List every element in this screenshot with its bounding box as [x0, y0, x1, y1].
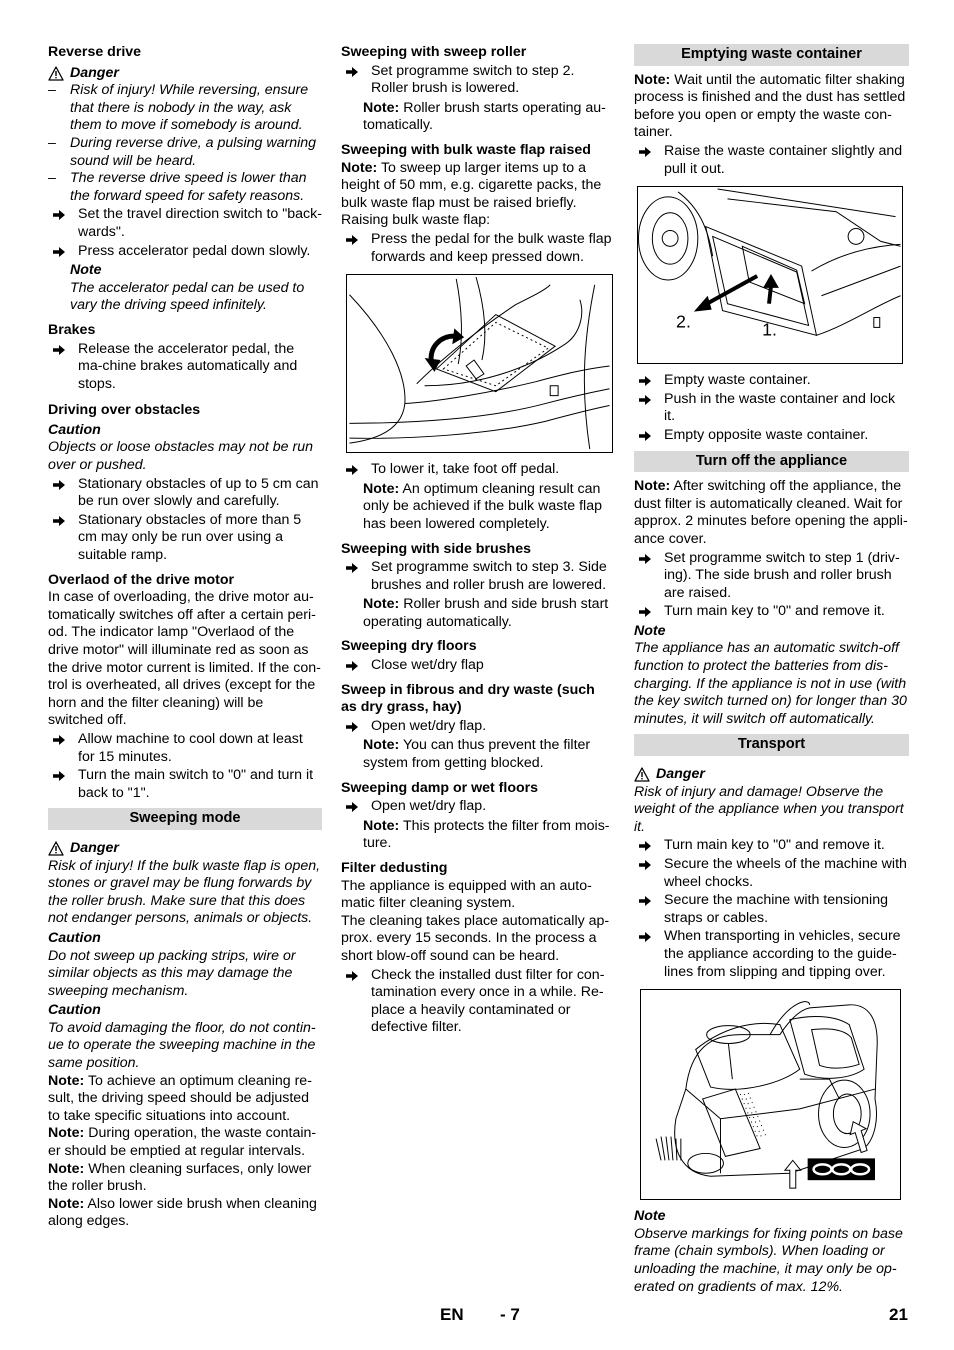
danger-text: Risk of injury! If the bulk waste flap is open, stones or gravel may be flung forwards by the roller brush. Make sure that this does not endanger persons, animals or objects.: [48, 857, 321, 927]
step-item: Set programme switch to step 2. Roller brush is lowered.: [341, 63, 614, 98]
figure-transport-machine: [640, 989, 901, 1200]
warning-triangle-icon: [634, 767, 650, 782]
arrow-right-icon: [634, 553, 656, 565]
step-item: Allow machine to cool down at least for 15 minutes.: [48, 731, 322, 766]
heading-obstacles: Driving over obstacles: [48, 402, 201, 419]
note-text: The accelerator pedal can be used to vary the driving speed infinitely.: [70, 279, 305, 314]
heading-bulk-flap: Sweeping with bulk waste flap raised: [341, 141, 591, 158]
section-transport: Transport: [634, 734, 909, 756]
danger-text: Risk of injury and damage! Observe the weight of the appliance when you transport it.: [634, 783, 904, 835]
arrow-right-icon: [48, 734, 70, 746]
filter-text: The cleaning takes place automatically ap-prox. every 15 seconds. In the process a short blow-off sound can be heard.: [341, 912, 610, 964]
arrow-right-icon: [634, 859, 656, 871]
step-item: Press accelerator pedal down slowly.: [48, 243, 322, 261]
arrow-right-icon: [48, 344, 70, 356]
figure-bulk-flap-pedal: [346, 274, 613, 453]
note-paragraph: Note: To sweep up larger items up to a height of 50 mm, e.g. cigarette packs, the bulk waste flap must be raised briefly.: [341, 159, 602, 211]
heading-side-brushes: Sweeping with side brushes: [341, 540, 531, 557]
heading-filter: Filter dedusting: [341, 860, 448, 876]
heading-reverse-drive: Reverse drive: [48, 44, 142, 60]
note-paragraph: Note: After switching off the appliance, the dust filter is automatically cleaned. Wait for approx. 2 minutes before opening the appli-ance cover.: [634, 478, 908, 547]
step-item: Turn the main switch to "0" and turn it back to "1".: [48, 767, 322, 802]
warning-triangle-icon: [48, 66, 64, 81]
warning-triangle-icon: [48, 841, 64, 856]
figure-waste-container: [637, 186, 903, 364]
heading-brakes: Brakes: [48, 321, 96, 338]
step-item: Stationary obstacles of more than 5 cm may only be run over using a suitable ramp.: [48, 512, 322, 565]
step-item: Secure the machine with tensioning straps or cables.: [634, 892, 909, 927]
arrow-right-icon: [48, 515, 70, 527]
note-paragraph: Note: This protects the filter from mois-ture.: [363, 817, 610, 852]
dash-item: – Risk of injury! While reversing, ensure that there is nobody in the way, ask them to move if somebody is around.: [48, 82, 309, 134]
step-item: When transporting in vehicles, secure the appliance according to the guide-lines from slipping and tipping over.: [634, 928, 909, 981]
step-item: To lower it, take foot off pedal.: [341, 461, 614, 479]
step-item: Set programme switch to step 3. Side brushes and roller brush are lowered.: [341, 559, 614, 594]
caution-label: Caution: [48, 1002, 101, 1019]
note-paragraph: Note: During operation, the waste contain-er should be emptied at regular intervals.: [48, 1125, 317, 1160]
note-label: Note: [70, 262, 102, 279]
chain-symbol-icon: [808, 1159, 875, 1181]
footer-page-number: 21: [889, 1305, 908, 1324]
step-item: Check the installed dust filter for con-tamination every once in a while. Re-place a heavily contaminated or defective filter.: [341, 967, 614, 1037]
arrow-right-icon: [341, 562, 363, 574]
heading-dry-floors: Sweeping dry floors: [341, 638, 477, 655]
note-text: Observe markings for fixing points on base frame (chain symbols). When loading or unloading the machine, it may only be op-erated on gradients of max. 12%.: [634, 1225, 903, 1295]
heading-damp: Sweeping damp or wet floors: [341, 779, 539, 796]
arrow-right-icon: [634, 895, 656, 907]
footer-language: EN: [440, 1305, 464, 1324]
footer-page-local: - 7: [500, 1305, 520, 1324]
arrow-right-icon: [634, 840, 656, 852]
note-label: Note: [634, 1208, 666, 1225]
arrow-right-icon: [341, 660, 363, 672]
step-item: Turn main key to "0" and remove it.: [634, 837, 909, 855]
arrow-right-icon: [341, 234, 363, 246]
arrow-right-icon: [634, 375, 656, 387]
note-text: The appliance has an automatic switch-off function to protect the batteries from dis-charging. If the appliance is not in use (with the key switch turned on) for longer than 30 minutes, it will switch off automatically.: [634, 640, 907, 727]
dash-item: – The reverse drive speed is lower than the forward speed for safety reasons.: [48, 170, 307, 204]
section-turn-off: Turn off the appliance: [634, 451, 909, 473]
arrow-right-icon: [634, 146, 656, 158]
arrow-right-icon: [634, 430, 656, 442]
step-item: Open wet/dry flap.: [341, 798, 614, 816]
column-1: [48, 44, 322, 1231]
sweeper-machine-illustration: [641, 990, 900, 1199]
arrow-right-icon: [634, 606, 656, 618]
step-item: Set the travel direction switch to "back-wards".: [48, 206, 322, 241]
step-item: Secure the wheels of the machine with wheel chocks.: [634, 856, 909, 891]
caution-text: Objects or loose obstacles may not be run over or pushed.: [48, 439, 313, 474]
arrow-right-icon: [341, 970, 363, 982]
caution-text: Do not sweep up packing strips, wire or similar objects as this may damage the sweeping mechanism.: [48, 947, 296, 999]
column-3: [634, 44, 909, 1296]
step-item: Push in the waste container and lock it.: [634, 391, 909, 426]
caution-text: To avoid damaging the floor, do not contin-ue to operate the sweeping machine in the same position.: [48, 1019, 316, 1072]
section-emptying: Emptying waste container: [634, 44, 909, 66]
arrow-right-icon: [48, 770, 70, 782]
column-2: [341, 44, 614, 1037]
note-paragraph: Note: Roller brush starts operating au-tomatically.: [363, 99, 606, 134]
arrow-right-icon: [634, 931, 656, 943]
danger-label: Danger: [48, 65, 322, 83]
arrow-right-icon: [48, 209, 70, 221]
step-item: Press the pedal for the bulk waste flap forwards and keep pressed down.: [341, 231, 614, 266]
step-item: Open wet/dry flap.: [341, 718, 614, 736]
step-item: Release the accelerator pedal, the ma-chine brakes automatically and stops.: [48, 341, 322, 394]
caution-label: Caution: [48, 421, 101, 438]
note-paragraph: Note: To achieve an optimum cleaning re-sult, the driving speed should be adjusted to take specific situations into account.: [48, 1072, 312, 1124]
fig-label-2: 2.: [676, 311, 691, 332]
note-paragraph: Note: Roller brush and side brush start operating automatically.: [363, 596, 609, 630]
arrow-right-icon: [341, 66, 363, 78]
note-label: Note: [634, 622, 666, 639]
arrow-right-icon: [634, 394, 656, 406]
raising-text: Raising bulk waste flap:: [341, 212, 491, 229]
step-item: Turn main key to "0" and remove it.: [634, 603, 909, 621]
arrow-right-icon: [341, 464, 363, 476]
step-item: Empty waste container.: [634, 372, 909, 390]
step-item: Stationary obstacles of up to 5 cm can be run over slowly and carefully.: [48, 476, 322, 511]
arrow-right-icon: [341, 801, 363, 813]
note-paragraph: Note: An optimum cleaning result can only be achieved if the bulk waste flap has been lowered completely.: [363, 480, 602, 532]
filter-text: The appliance is equipped with an auto-matic filter cleaning system.: [341, 877, 592, 912]
step-item: Set programme switch to step 1 (driv-ing). The side brush and roller brush are raised.: [634, 550, 909, 603]
arrow-right-icon: [341, 721, 363, 733]
step-item: Raise the waste container slightly and pull it out.: [634, 143, 909, 178]
arrow-right-icon: [48, 479, 70, 491]
note-paragraph: Note: Also lower side brush when cleaning along edges.: [48, 1195, 317, 1230]
note-paragraph: Note: When cleaning surfaces, only lower the roller brush.: [48, 1160, 312, 1195]
danger-label: Danger: [48, 840, 322, 858]
step-item: Close wet/dry flap: [341, 657, 614, 675]
step-item: Empty opposite waste container.: [634, 427, 909, 445]
note-paragraph: Note: Wait until the automatic filter shaking process is finished and the dust has settled before you open or empty the waste con-tainer.: [634, 71, 906, 141]
caution-label: Caution: [48, 929, 101, 946]
dash-item: – During reverse drive, a pulsing warning sound will be heard.: [48, 134, 317, 169]
note-paragraph: Note: You can thus prevent the filter system from getting blocked.: [363, 737, 591, 772]
heading-fibrous: Sweep in fibrous and dry waste (such as dry grass, hay): [341, 681, 595, 716]
waste-container-illustration: [638, 187, 902, 363]
heading-overload: Overlaod of the drive motor: [48, 571, 235, 588]
heading-sweep-roller: Sweeping with sweep roller: [341, 44, 527, 60]
section-sweeping-mode: Sweeping mode: [48, 808, 322, 830]
fig-label-1: 1.: [762, 319, 777, 340]
overload-text: In case of overloading, the drive motor au-tomatically switches off after a certain peri-od. The indicator lamp "Overlaod of the drive motor" will illuminate red as soon as the drive motor current is limited. If the con-trol is overheated, all drives (except for the horn and the filter cleaning) will be switched off.: [48, 589, 321, 729]
arrow-right-icon: [48, 246, 70, 258]
pedal-illustration: [347, 275, 612, 452]
danger-label: Danger: [634, 766, 909, 784]
